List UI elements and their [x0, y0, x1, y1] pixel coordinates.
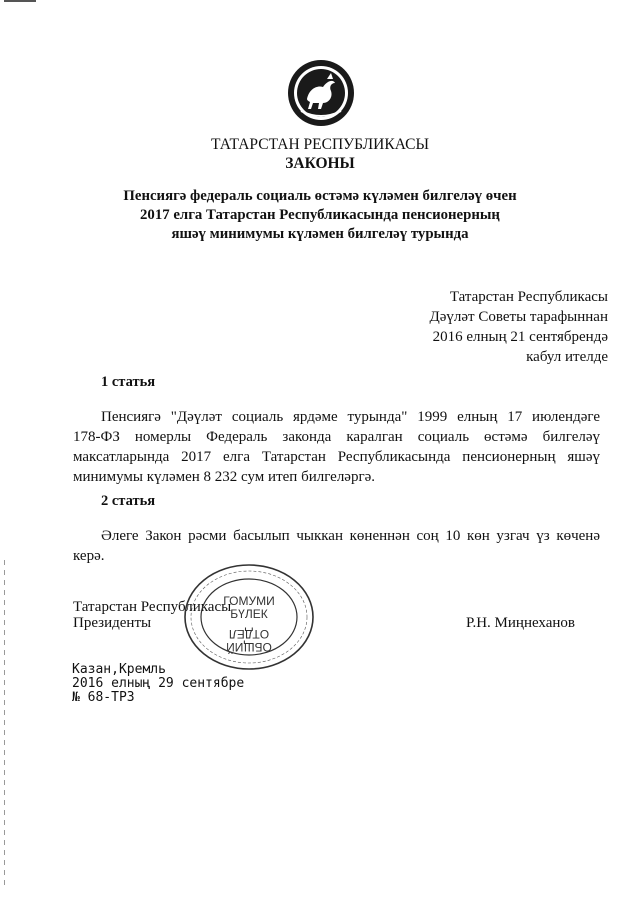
signatory-title: Татарстан Республикасы	[73, 599, 232, 615]
article-1-heading: 1 статья	[101, 374, 156, 390]
page-edge-dots	[4, 560, 5, 890]
article-2-line: Әлеге Закон рәсми басылып чыккан көненнән соң 10 көн узгач үз көченә	[101, 528, 600, 544]
republic-heading: ТАТАРСТАН РЕСПУБЛИКАСЫ	[211, 136, 429, 153]
law-title-line: 2017 елга Татарстан Республикасында пенсионерның	[140, 207, 500, 223]
article-1-line: максатларында 2017 елга Татарстан Республикасында пенсионерның яшәү	[73, 449, 600, 465]
tatarstan-emblem-icon	[287, 59, 355, 127]
adoption-line: кабул ителде	[526, 349, 608, 365]
stamp-text: ОБЩИЙ	[226, 640, 272, 654]
stamp-text: БҮЛЕК	[230, 607, 268, 621]
law-heading: ЗАКОНЫ	[285, 155, 355, 172]
official-stamp	[181, 561, 317, 673]
adoption-line: 2016 елның 21 сентябрендә	[432, 329, 608, 345]
adoption-line: Татарстан Республикасы	[449, 289, 608, 305]
law-title-line: яшәү минимумы күләмен билгеләү турында	[171, 226, 469, 242]
article-1-line: минимумы күләмен 8 232 сум итеп билгеләргә.	[73, 469, 376, 485]
signing-place: Казан,Кремль	[72, 662, 166, 677]
law-title-line: Пенсиягә федераль социаль өстәмә күләмен билгеләү өчен	[123, 188, 517, 204]
signing-date: 2016 елның 29 сентябре	[72, 676, 245, 691]
signatory-title: Президенты	[73, 615, 152, 631]
article-1-line: Пенсиягә "Дәүләт социаль ярдәме турында" 1999 елның 17 июлендәге	[101, 409, 600, 425]
signatory-name: Р.Н. Миңнеханов	[466, 615, 575, 631]
article-1-line: 178-ФЗ номерлы Федераль законда каралган социаль өстәмә билгеләү	[73, 429, 600, 445]
law-number: № 68-ТРЗ	[72, 690, 135, 705]
stamp-text: ГОМУМИ	[223, 594, 275, 608]
adoption-line: Дәүләт Советы тарафыннан	[429, 309, 608, 325]
article-2-line: керә.	[73, 548, 105, 564]
page-corner-mark	[4, 0, 36, 2]
stamp-text: ОТДЕЛ	[228, 627, 270, 641]
article-2-heading: 2 статья	[101, 493, 156, 509]
